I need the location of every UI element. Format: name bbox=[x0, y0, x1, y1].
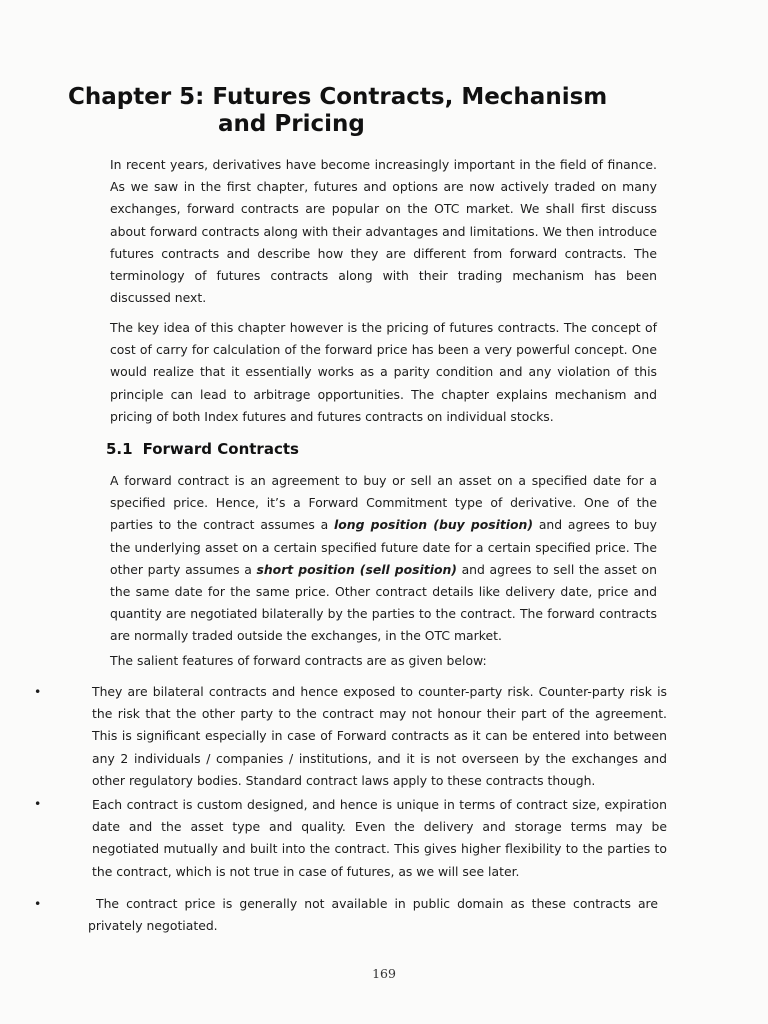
bullet-marker-2: • bbox=[34, 796, 42, 811]
chapter-title-line2: and Pricing bbox=[218, 111, 365, 137]
bullet-marker-1: • bbox=[34, 684, 42, 699]
section-number: 5.1 bbox=[106, 440, 133, 458]
short-position-term: short position (sell position) bbox=[256, 561, 457, 577]
section-heading bbox=[106, 440, 299, 458]
long-position-term: long position (buy position) bbox=[334, 517, 534, 533]
bullet-item-1: They are bilateral contracts and hence exposed to counter-party risk. Counter-party risk is the risk that the other party to the contract may not honour their part of the agreement. This is significant especially in case of Forward contracts as it can be entered into between any 2 individuals / companies / institutions, and it is not overseen by the exchanges and other regulatory bodies. Standard contract laws apply to these contracts though. bbox=[92, 684, 667, 788]
section-paragraph-1-part-a: A forward contract is an agreement to buy or sell an asset on a specified date for a specified price. Hence, it’s a Forward Commitment type of derivative. One of the parties to the contract assumes a bbox=[110, 473, 657, 533]
bullet-item-3: The contract price is generally not available in public domain as these contracts are privately negotiated. bbox=[88, 896, 658, 934]
section-paragraph-1-part-b: and agrees to buy the underlying asset on a certain specified future date for a certain specified price. The other party assumes a bbox=[110, 517, 657, 577]
bullet-marker-3: • bbox=[34, 896, 42, 911]
section-title: Forward Contracts bbox=[142, 440, 299, 458]
section-paragraph-1 bbox=[110, 470, 657, 648]
bullet-item-2: Each contract is custom designed, and hence is unique in terms of contract size, expiration date and the asset type and quality. Even the delivery and storage terms may be negotiated mutually and built into the contract. This gives higher flexibility to the parties to the contract, which is not true in case of futures, as we will see later. bbox=[92, 797, 667, 879]
intro-paragraph-2: The key idea of this chapter however is the pricing of futures contracts. The concept of cost of carry for calculation of the forward price has been a very powerful concept. One would realize that it essentially works as a parity condition and any violation of this principle can lead to arbitrage opportunities. The chapter explains mechanism and pricing of both Index futures and futures contracts on individual stocks. bbox=[110, 320, 657, 424]
chapter-title-line1: Chapter 5: Futures Contracts, Mechanism bbox=[68, 84, 608, 110]
intro-paragraph-1: In recent years, derivatives have become increasingly important in the field of finance. As we saw in the first chapter, futures and options are now actively traded on many exchanges, forward contracts are popular on the OTC market. We shall first discuss about forward contracts along with their advantages and limitations. We then introduce futures contracts and describe how they are different from forward contracts. The terminology of futures contracts along with their trading mechanism has been discussed next. bbox=[110, 157, 657, 306]
section-paragraph-2: The salient features of forward contracts are as given below: bbox=[110, 653, 487, 668]
chapter-title bbox=[68, 84, 708, 138]
section-paragraph-1-part-c: and agrees to sell the asset on the same date for the same price. Other contract details like delivery date, price and quantity are negotiated bilaterally by the parties to the contract. The forward contracts are normally traded outside the exchanges, in the OTC market. bbox=[110, 561, 657, 644]
page-number: 169 bbox=[372, 966, 396, 981]
